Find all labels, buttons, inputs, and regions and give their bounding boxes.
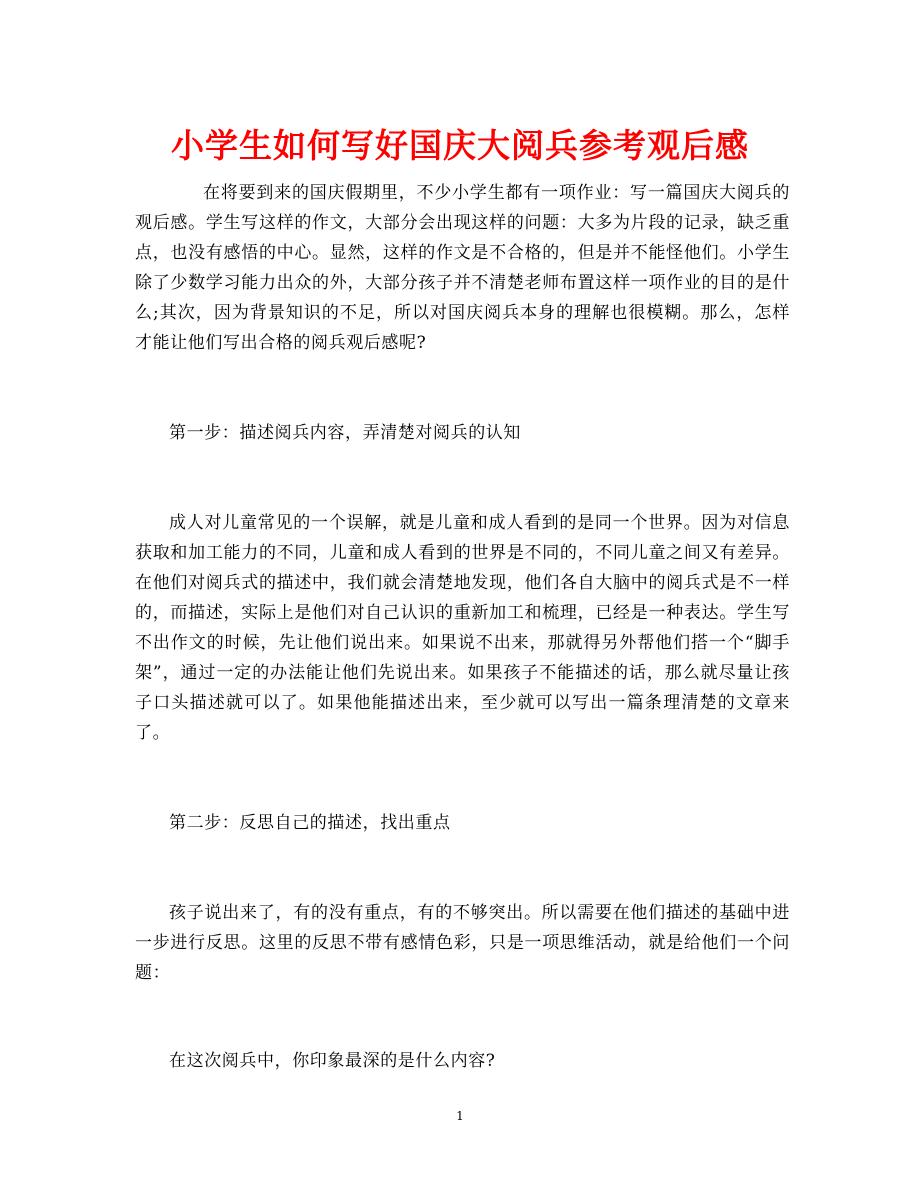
paragraph-spacer — [135, 358, 790, 418]
step-two-paragraph: 孩子说出来了，有的没有重点，有的不够突出。所以需要在他们描述的基础中进一步进行反思。这里的反思不带有感情色彩，只是一项思维活动，就是给他们一个问题： — [135, 903, 790, 983]
paragraph-spacer — [135, 448, 790, 508]
document-title: 小学生如何写好国庆大阅兵参考观后感 — [171, 126, 749, 165]
intro-paragraph: 在将要到来的国庆假期里，不少小学生都有一项作业：写一篇国庆大阅兵的观后感。学生写这样的作文，大部分会出现这样的问题：大多为片段的记录，缺乏重点，也没有感悟的中心。显然，这样的作文是不合格的，但是并不能怪他们。小学生除了少数学习能力出众的外，大部分孩子并不清楚老师布置这样一项作业的目的是什么;其次，因为背景知识的不足，所以对国庆阅兵本身的理解也很模糊。那么，怎样才能让他们写出合格的阅兵观后感呢? — [135, 183, 790, 353]
question-paragraph: 在这次阅兵中，你印象最深的是什么内容? — [169, 1051, 496, 1071]
paragraph-spacer — [135, 748, 790, 808]
paragraph-spacer — [135, 988, 790, 1046]
step-two-heading: 第二步：反思自己的描述，找出重点 — [169, 813, 451, 833]
paragraph-spacer — [135, 838, 790, 898]
step-one-paragraph: 成人对儿童常见的一个误解，就是儿童和成人看到的是同一个世界。因为对信息获取和加工能力的不同，儿童和成人看到的世界是不同的，不同儿童之间又有差异。在他们对阅兵式的描述中，我们就会清楚地发现，他们各自大脑中的阅兵式是不一样的，而描述，实际上是他们对自己认识的重新加工和梳理，已经是一种表达。学生写不出作文的时候，先让他们说出来。如果说不出来，那就得另外帮他们搭一个“脚手架”，通过一定的办法能让他们先说出来。如果孩子不能描述的话，那么就尽量让孩子口头描述就可以了。如果他能描述出来，至少就可以写出一篇条理清楚的文章来了。 — [135, 513, 790, 743]
step-one-heading: 第一步：描述阅兵内容，弄清楚对阅兵的认知 — [169, 423, 521, 443]
document-body — [135, 178, 790, 1076]
page-number: 1 — [456, 1109, 464, 1123]
